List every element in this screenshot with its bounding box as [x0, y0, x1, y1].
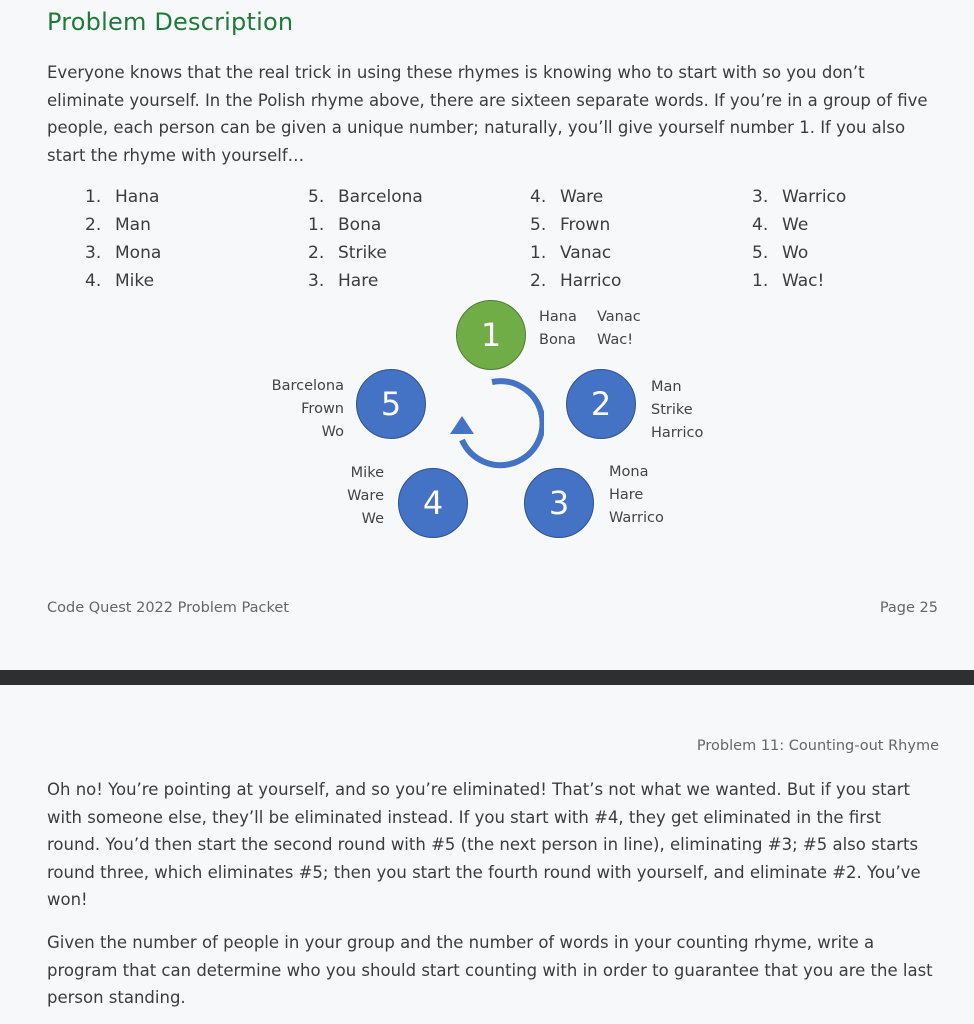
list-item: 5. Wo [752, 243, 809, 263]
list-item: 4. Mike [85, 271, 155, 291]
person-3-words: Mona Hare Warrico [609, 464, 664, 526]
list-item: 5. Frown [530, 215, 611, 235]
list-item: 4. Ware [530, 187, 604, 207]
list-item: 1. Hana [85, 187, 160, 207]
person-3-circle: 3 [524, 468, 594, 538]
section-title: Problem Description [47, 8, 294, 36]
list-item: 2. Strike [308, 243, 387, 263]
list-item: 5. Barcelona [308, 187, 423, 207]
person-1-words-b: Vanac Wac! [597, 309, 641, 348]
person-5-words: Barcelona Frown Wo [271, 378, 344, 440]
person-5-circle: 5 [356, 369, 426, 439]
rhyme-list-column-3 [530, 183, 621, 295]
page-26 [0, 685, 974, 1024]
problem-header: Problem 11: Counting-out Rhyme [696, 738, 939, 754]
list-item: 4. We [752, 215, 809, 235]
person-4-circle: 4 [398, 468, 468, 538]
task-paragraph: Given the number of people in your group and the number of words in your counting rhyme, write a program that can determine who you should start counting with in order to guarantee that you are the last person standing. [47, 933, 933, 1007]
list-item: 3. Hare [308, 271, 379, 291]
list-item: 2. Harrico [530, 271, 622, 291]
person-2-circle: 2 [566, 369, 636, 439]
list-item: 1. Wac! [752, 271, 825, 291]
list-item: 1. Bona [308, 215, 382, 235]
page-divider [0, 670, 974, 685]
list-item: 3. Mona [85, 243, 162, 263]
list-item: 3. Warrico [752, 187, 847, 207]
person-1-circle: 1 [456, 300, 526, 370]
description-paragraph: Everyone knows that the real trick in using these rhymes is knowing who to start with so you don’t eliminate yourself. In the Polish rhyme above, there are sixteen separate words. If you’re in a group of five people, each person can be given a unique number; naturally, you’ll give yourself number 1. If you also start the rhyme with yourself… [47, 63, 928, 165]
rhyme-list-column-1 [85, 183, 161, 295]
rhyme-list-column-2 [308, 183, 423, 295]
footer-packet-name: Code Quest 2022 Problem Packet [47, 600, 289, 616]
counterclockwise-arrow-icon [440, 372, 544, 472]
footer-page-number: Page 25 [879, 600, 938, 616]
list-item: 2. Man [85, 215, 151, 235]
person-1-words-a: Hana Bona [539, 309, 577, 348]
explanation-paragraph: Oh no! You’re pointing at yourself, and so you’re eliminated! That’s not what we wanted. But if you start with someone else, they’ll be eliminated instead. If you start with #4, they get eliminated in the first round. You’d then start the second round with #5 (the next person in line), eliminating #3; #5 also starts round three, which eliminates #5; then you start the fourth round with yourself, and eliminate #2. You’ve won! [47, 780, 921, 909]
person-2-words: Man Strike Harrico [651, 379, 704, 441]
rhyme-list-column-4 [752, 183, 846, 295]
person-4-words: Mike Ware We [347, 465, 384, 527]
list-item: 1. Vanac [530, 243, 612, 263]
